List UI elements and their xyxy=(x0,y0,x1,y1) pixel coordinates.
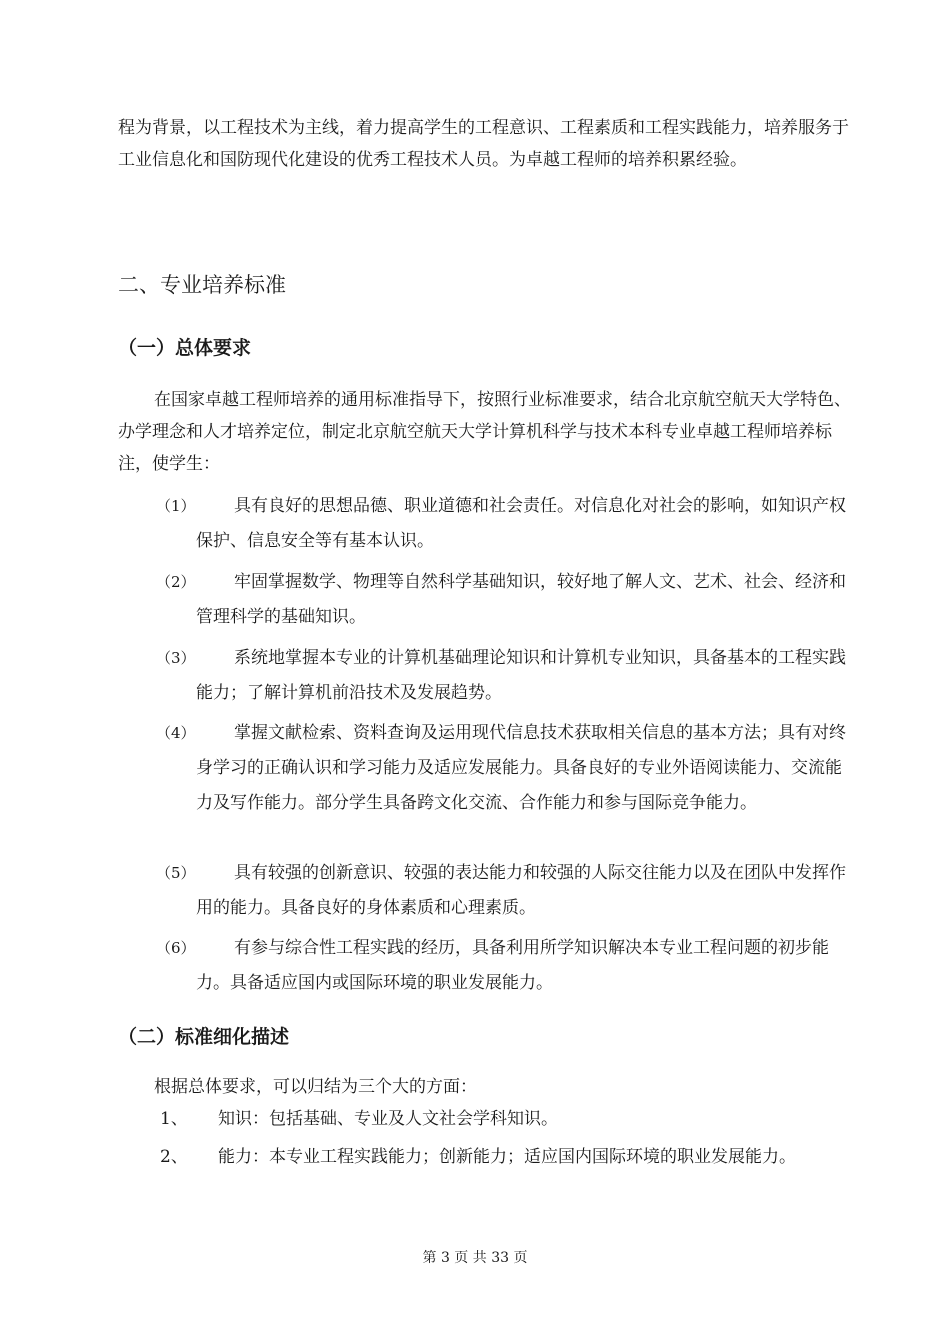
requirement-item-4 xyxy=(156,716,856,821)
requirement-item-2 xyxy=(156,565,856,635)
item-number: （1） xyxy=(156,497,196,515)
item-text: 掌握文献检索、资料查询及运用现代信息技术获取相关信息的基本方法；具有对终身学习的正确认识和学习能力及适应发展能力。具备良好的专业外语阅读能力、交流能力及写作能力。部分学生具备跨文化交流、合作能力和参与国际竞争能力。 xyxy=(196,723,846,813)
requirement-item-5 xyxy=(156,856,856,926)
item-text: 有参与综合性工程实践的经历，具备利用所学知识解决本专业工程问题的初步能力。具备适应国内或国际环境的职业发展能力。 xyxy=(196,938,829,993)
item-text: 牢固掌握数学、物理等自然科学基础知识，较好地了解人文、艺术、社会、经济和管理科学的基础知识。 xyxy=(196,572,846,627)
requirement-item-3 xyxy=(156,641,856,711)
item-text: 能力：本专业工程实践能力；创新能力；适应国内国际环境的职业发展能力。 xyxy=(218,1147,796,1167)
detail-item-1 xyxy=(160,1102,855,1137)
item-number: 2、 xyxy=(160,1147,188,1167)
item-number: （3） xyxy=(156,649,196,667)
subsection-heading-general: （一）总体要求 xyxy=(118,337,252,359)
intro-paragraph: 程为背景，以工程技术为主线，着力提高学生的工程意识、工程素质和工程实践能力，培养服务于工业信息化和国防现代化建设的优秀工程技术人员。为卓越工程师的培养积累经验。 xyxy=(118,118,849,170)
item-number: 1、 xyxy=(160,1109,188,1129)
general-requirements-lead: 在国家卓越工程师培养的通用标准指导下，按照行业标准要求，结合北京航空航天大学特色、办学理念和人才培养定位，制定北京航空航天大学计算机科学与技术本科专业卓越工程师培养标注，使学生： xyxy=(118,390,851,474)
detail-item-2 xyxy=(160,1140,855,1175)
section-heading: 二、专业培养标准 xyxy=(118,273,286,297)
item-number: （6） xyxy=(156,939,196,957)
item-number: （4） xyxy=(156,724,196,742)
subsection-heading-detail: （二）标准细化描述 xyxy=(118,1026,290,1048)
page-footer: 第 3 页 共 33 页 xyxy=(422,1250,528,1266)
item-text: 系统地掌握本专业的计算机基础理论知识和计算机专业知识，具备基本的工程实践能力；了解计算机前沿技术及发展趋势。 xyxy=(196,648,846,703)
item-text: 具有较强的创新意识、较强的表达能力和较强的人际交往能力以及在团队中发挥作用的能力。具备良好的身体素质和心理素质。 xyxy=(196,863,846,918)
item-text: 知识：包括基础、专业及人文社会学科知识。 xyxy=(218,1109,558,1129)
item-text: 具有良好的思想品德、职业道德和社会责任。对信息化对社会的影响，如知识产权保护、信息安全等有基本认识。 xyxy=(196,496,846,551)
requirement-item-6 xyxy=(156,931,856,1001)
requirement-item-1 xyxy=(156,489,856,559)
detail-lead: 根据总体要求，可以归结为三个大的方面： xyxy=(154,1077,477,1097)
item-number: （2） xyxy=(156,573,196,591)
item-number: （5） xyxy=(156,864,196,882)
